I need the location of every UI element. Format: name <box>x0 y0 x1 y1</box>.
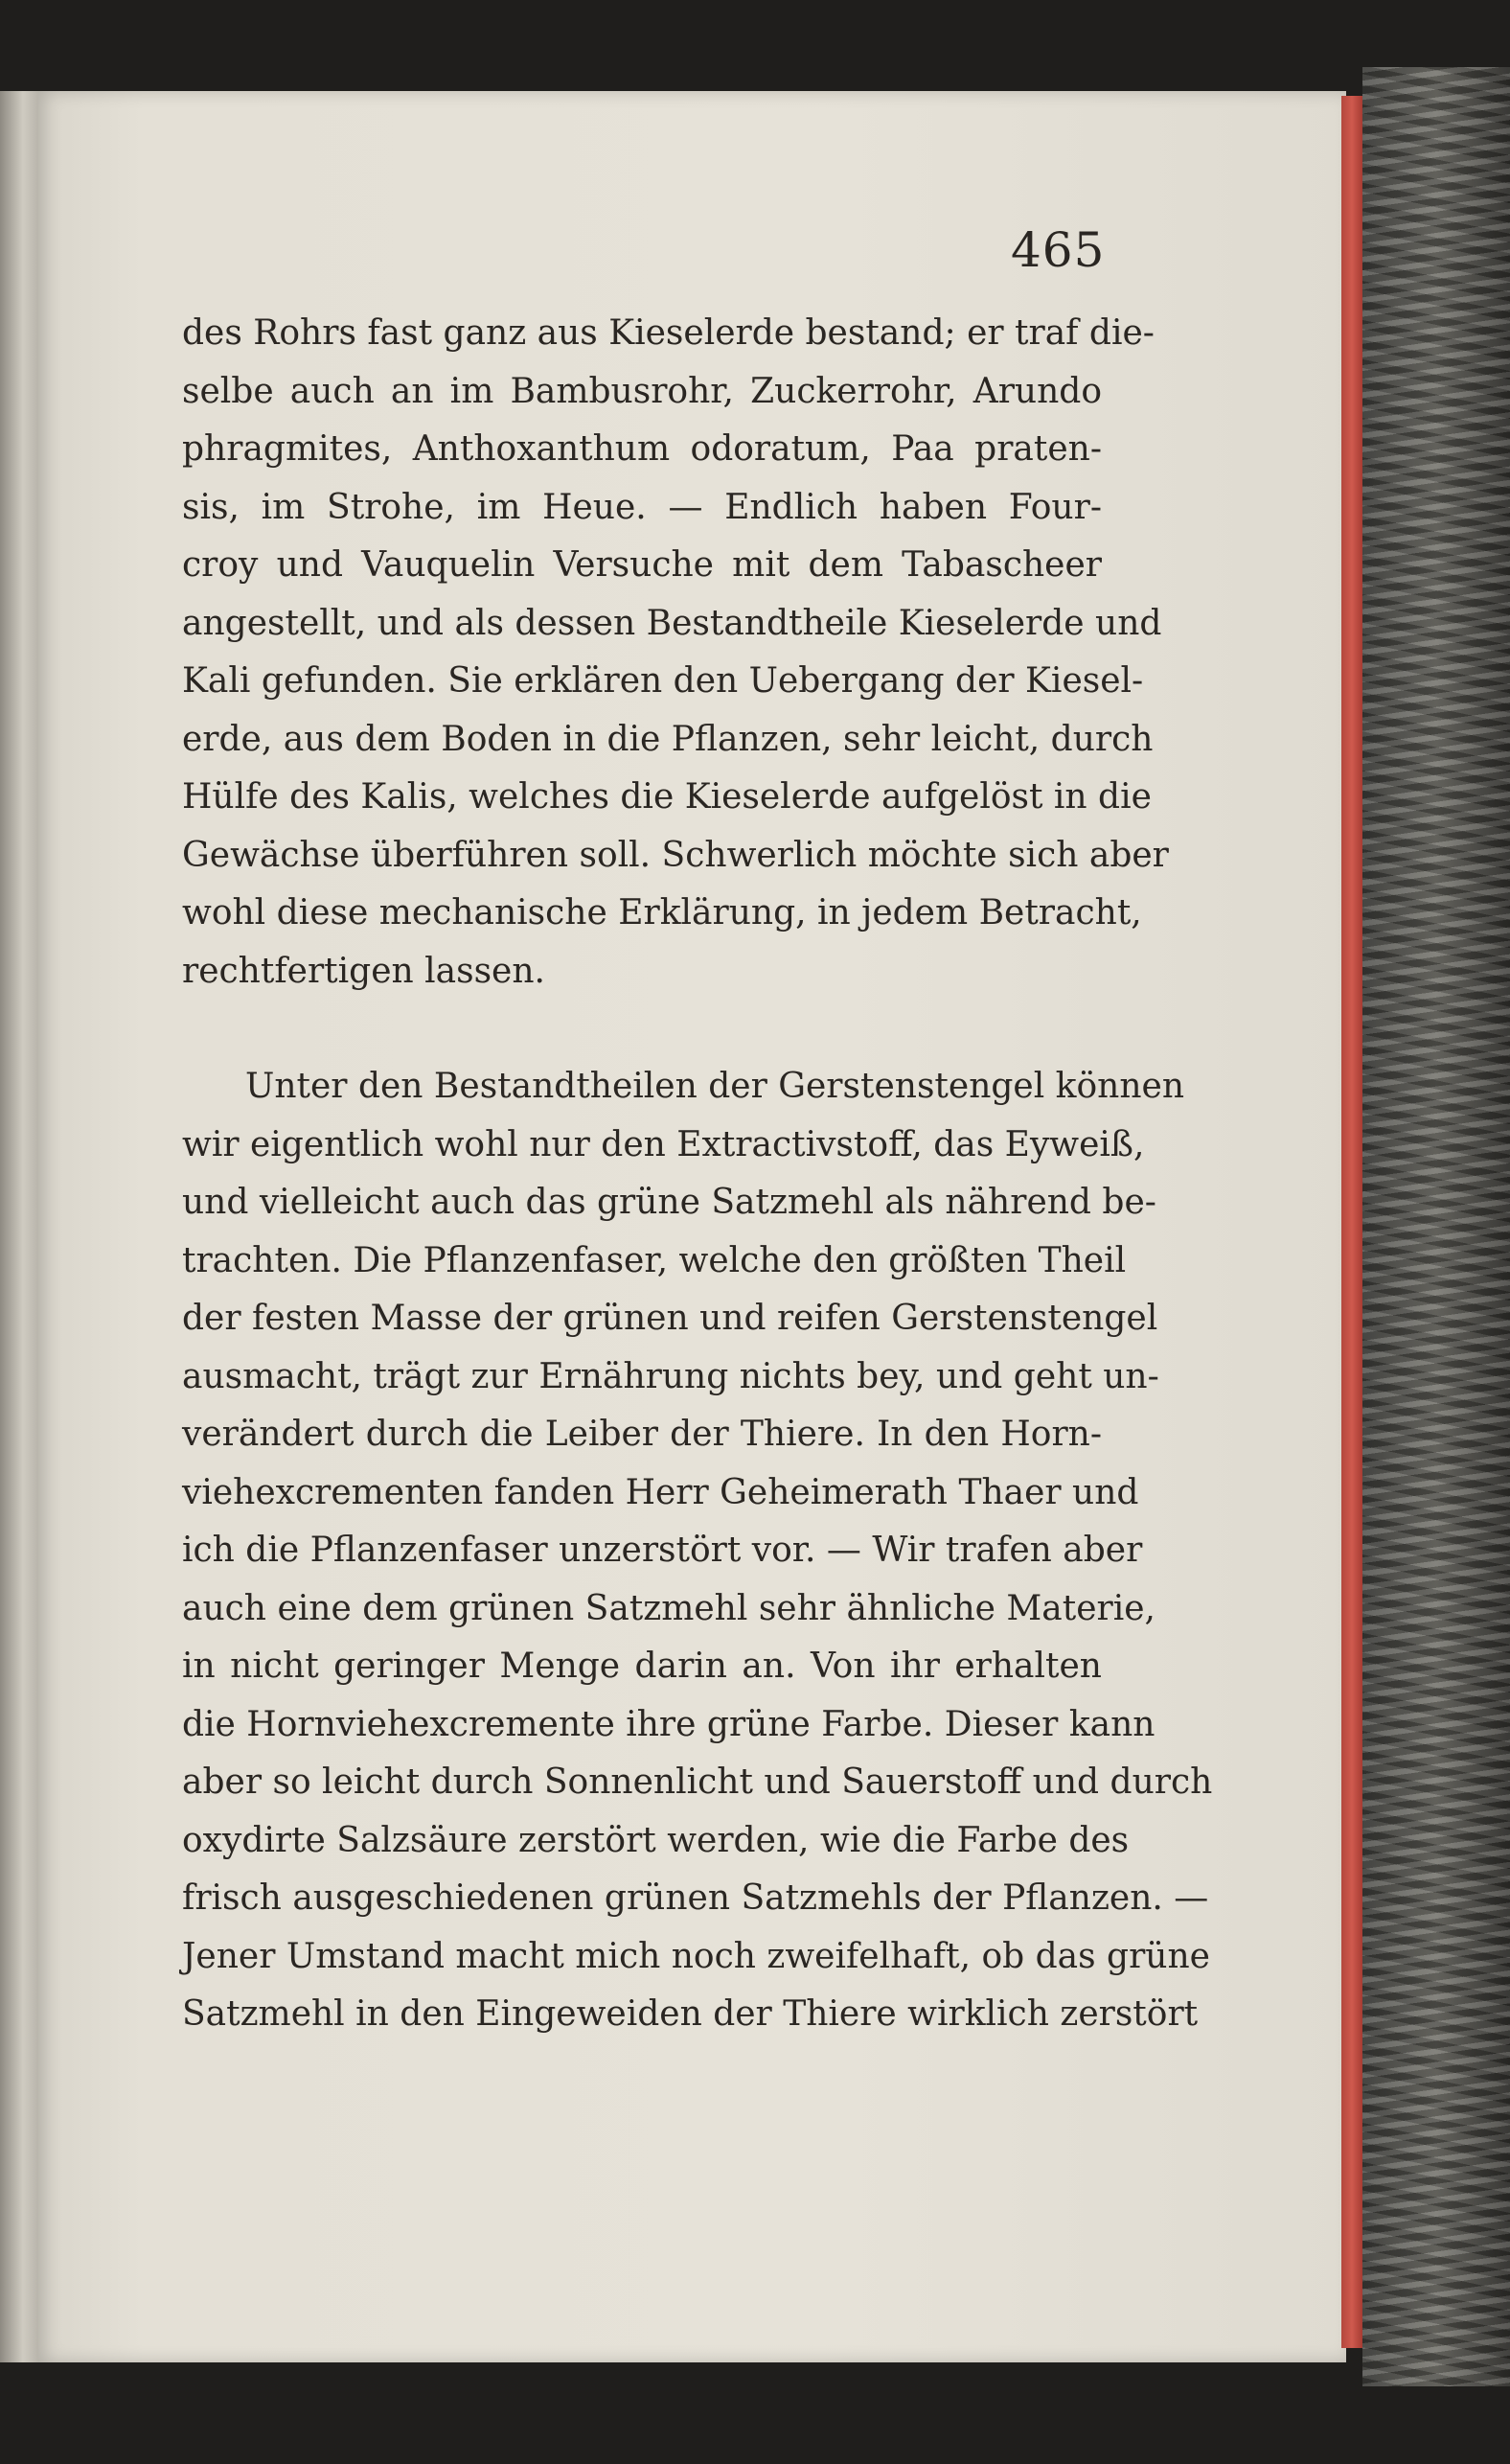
text-line: oxydirte Salzsäure zerstört werden, wie die Farbe des <box>182 1820 1130 1860</box>
body-text <box>182 305 1213 2044</box>
text-line: phragmites, Anthoxanthum odoratum, Paa praten- <box>182 429 1102 469</box>
book-cover-board <box>1362 67 1510 2386</box>
text-line: der festen Masse der grünen und reifen Gerstenstengel <box>182 1299 1158 1338</box>
text-line: selbe auch an im Bambusrohr, Zuckerrohr, Arundo <box>182 371 1102 411</box>
text-line: erde, aus dem Boden in die Pflanzen, sehr leicht, durch <box>182 719 1154 759</box>
text-line: trachten. Die Pflanzenfaser, welche den größten Theil <box>182 1240 1127 1280</box>
text-line: croy und Vauquelin Versuche mit dem Tabascheer <box>182 545 1102 585</box>
text-line: ich die Pflanzenfaser unzerstört vor. — Wir trafen aber <box>182 1531 1143 1570</box>
red-page-edge <box>1341 96 1362 2348</box>
text-line: Satzmehl in den Eingeweiden der Thiere wirklich zerstört <box>182 1994 1199 2034</box>
text-line: Gewächse überführen soll. Schwerlich möchte sich aber <box>182 835 1169 875</box>
text-line: des Rohrs fast ganz aus Kieselerde bestand; er traf die- <box>182 313 1155 353</box>
text-line: Hülfe des Kalis, welches die Kieselerde aufgelöst in die <box>182 777 1152 817</box>
previous-page-edge <box>0 91 38 2362</box>
text-line: frisch ausgeschiedenen grünen Satzmehls der Pflanzen. — <box>182 1878 1209 1918</box>
paragraph-1 <box>182 305 1169 1001</box>
text-line: verändert durch die Leiber der Thiere. In den Horn- <box>182 1415 1102 1454</box>
text-line: Kali gefunden. Sie erklären den Uebergang der Kiesel- <box>182 661 1144 701</box>
text-line: sis, im Strohe, im Heue. — Endlich haben Four- <box>182 487 1102 527</box>
text-line: rechtfertigen lassen. <box>182 951 545 991</box>
paragraph-2 <box>182 1058 1213 2044</box>
text-line: aber so leicht durch Sonnenlicht und Sauerstoff und durch <box>182 1762 1213 1802</box>
text-line: Unter den Bestandtheilen der Gerstenstengel können <box>245 1067 1185 1106</box>
text-line: die Hornviehexcremente ihre grüne Farbe. Dieser kann <box>182 1704 1155 1744</box>
text-line: viehexcrementen fanden Herr Geheimerath Thaer und <box>182 1472 1139 1512</box>
text-line: auch eine dem grünen Satzmehl sehr ähnliche Materie, <box>182 1588 1155 1628</box>
text-line: Jener Umstand macht mich noch zweifelhaft, ob das grüne <box>182 1936 1210 1976</box>
text-line: wohl diese mechanische Erklärung, in jedem Betracht, <box>182 893 1142 933</box>
text-line: angestellt, und als dessen Bestandtheile Kieselerde und <box>182 603 1162 643</box>
text-line: ausmacht, trägt zur Ernährung nichts bey, und geht un- <box>182 1356 1159 1396</box>
text-line: und vielleicht auch das grüne Satzmehl als nährend be- <box>182 1183 1156 1222</box>
text-line: wir eigentlich wohl nur den Extractivstoff, das Eyweiß, <box>182 1124 1145 1164</box>
text-line: in nicht geringer Menge darin an. Von ihr erhalten <box>182 1647 1102 1686</box>
page-number: 465 <box>1011 222 1106 278</box>
